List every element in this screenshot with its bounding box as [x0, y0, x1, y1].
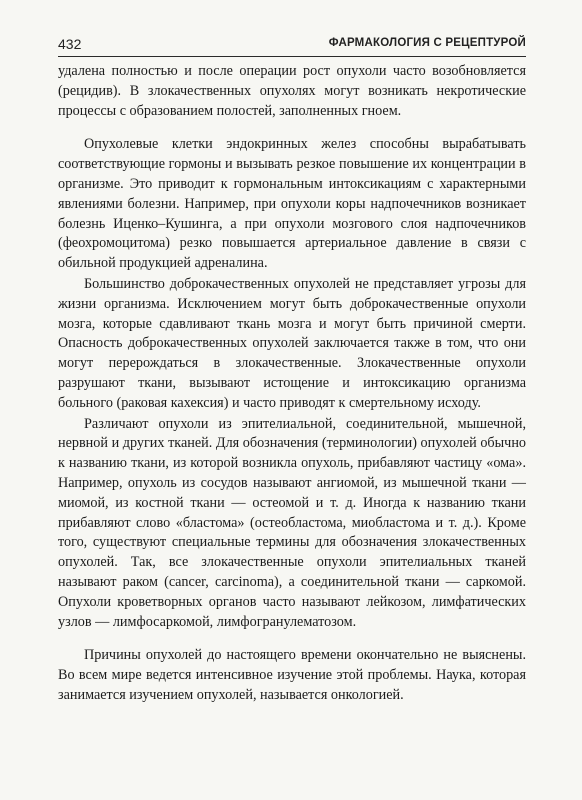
page-body [58, 62, 526, 706]
paragraph-continuation: удалена полностью и после операции рост опухоли часто возобновляется (рецидив). В злокачественных опухолях могут возникать некротические процессы с образованием полостей, заполненных гноем. [58, 63, 526, 119]
paragraph-tumor-terminology: Различают опухоли из эпителиальной, соединительной, мышечной, нервной и других тканей. Для обозначения (терминологии) опухолей обычно к названию ткани, из которой возникла опухоль, прибавляют частицу «ома». Например, опухоль из сосудов называют ангиомой, из мышечной ткани — миомой, из костной ткани — остеомой и т. д. Иногда к названию ткани прибавляют слово «бластома» (остеобластома, миобластома и т. д.). Кроме того, существуют специальные термины для обозначения злокачественных опухолей. Так, все злокачественные опухоли эпителиальных тканей называют раком (cancer, carcinoma), а соединительной ткани — саркомой. Опухоли кроветворных органов часто называют лейкозом, лимфатических узлов — лимфосаркомой, лимфогранулематозом. [58, 415, 526, 630]
paragraph-tumor-causes: Причины опухолей до настоящего времени окончательно не выяснены. Во всем мире ведется интенсивное изучение этой проблемы. Наука, которая занимается изучением опухолей, называется онкологией. [58, 647, 526, 703]
page-header [58, 34, 526, 57]
page-number: 432 [58, 36, 82, 52]
paragraph-endocrine-tumors: Опухолевые клетки эндокринных желез способны вырабатывать соответствующие гормоны и вызывать резкое повышение их концентрации в организме. Это приводит к гормональным интоксикациям с характерными явлениями болезни. Например, при опухоли коры надпочечников возникает болезнь Иценко–Кушинга, а при опухоли мозгового слоя надпочечников (феохромоцитома) резко повышается артериальное давление в связи с обильной продукцией адреналина. [58, 136, 526, 272]
running-title: ФАРМАКОЛОГИЯ С РЕЦЕПТУРОЙ [328, 37, 526, 49]
paragraph-benign-tumors: Большинство доброкачественных опухолей не представляет угрозы для жизни организма. Исключением могут быть доброкачественные опухоли мозга, которые сдавливают ткань мозга и могут быть причиной смерти. Опасность доброкачественных опухолей заключается также в том, что они могут перерождаться в злокачественные. Злокачественные опухоли разрушают ткани, вызывают истощение и интоксикацию организма больного (раковая кахексия) и часто приводят к смертельному исходу. [58, 275, 526, 411]
